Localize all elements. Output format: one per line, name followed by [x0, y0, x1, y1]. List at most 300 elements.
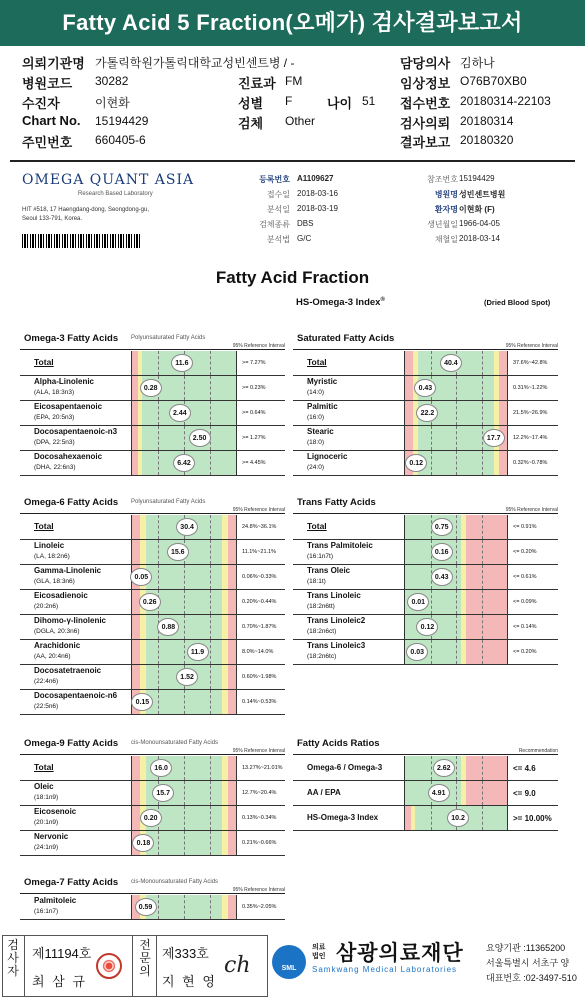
row-abbreviation: (DPA, 22:5n3) — [34, 439, 75, 446]
grid-tick — [456, 565, 457, 589]
reference-range: 0.13%~0.34% — [242, 815, 277, 821]
grid-tick — [210, 515, 211, 539]
grid-tick — [456, 781, 457, 805]
range-zone-red — [499, 451, 507, 475]
row-abbreviation: (18:2n6tc) — [307, 653, 337, 660]
range-zone-red — [228, 640, 236, 664]
registration-value: DBS — [297, 219, 314, 228]
range-zone-red — [228, 756, 236, 780]
fatty-acid-row — [20, 665, 285, 690]
grid-tick — [482, 615, 483, 639]
receipt-value: 20180314-22103 — [460, 94, 551, 108]
range-zone-red — [132, 515, 140, 539]
reference-range: 0.70%~1.87% — [242, 624, 277, 630]
row-abbreviation: (18:0) — [307, 439, 324, 446]
row-name: Total — [34, 762, 54, 772]
range-zone-red — [466, 781, 507, 805]
value-marker: 40.4 — [440, 354, 462, 372]
row-abbreviation: (EPA, 20:5n3) — [34, 414, 75, 421]
sml-logo: SML — [272, 945, 306, 979]
section-divider-trans — [293, 513, 558, 514]
row-abbreviation: (16:1n7t) — [307, 553, 334, 560]
reference-range: >= 0.23% — [242, 385, 266, 391]
fatty-acid-row — [293, 615, 558, 640]
range-bar — [131, 451, 237, 475]
registration-key: 분석법 — [266, 235, 290, 244]
row-name: Myristic — [307, 377, 338, 386]
registration-value: 이현화 (F) — [459, 205, 495, 214]
clinical-label: 임상정보 — [400, 76, 451, 91]
grid-tick — [158, 451, 159, 475]
range-bar — [131, 806, 237, 830]
reference-range: 11.1%~21.1% — [242, 549, 276, 555]
grid-tick — [210, 895, 211, 919]
reference-range: <= 0.91% — [513, 524, 537, 530]
org-info-line: 대표번호 :02-3497-510 — [486, 973, 577, 983]
grid-tick — [210, 690, 211, 714]
value-marker: 2.50 — [189, 429, 211, 447]
section-reference-label-trans: 95% Reference Interval — [505, 507, 558, 513]
range-zone-red — [132, 781, 140, 805]
range-zone-red — [228, 515, 236, 539]
row-abbreviation: (14:0) — [307, 389, 324, 396]
grid-tick — [158, 640, 159, 664]
specialist-label — [138, 939, 152, 978]
label-char: 자 — [7, 964, 19, 978]
lab-logo: OMEGA QUANT ASIA — [22, 172, 195, 188]
row-abbreviation: (18:1t) — [307, 578, 326, 585]
footer-divider — [132, 935, 133, 997]
range-bar — [404, 540, 508, 564]
fatty-acid-row — [20, 401, 285, 426]
registration-key: 병원명 — [434, 190, 458, 199]
registration-key: 생년월일 — [427, 220, 458, 229]
reference-range: 37.6%~42.8% — [513, 360, 548, 366]
hospital-code-label: 병원코드 — [22, 76, 73, 91]
reference-range: 12.2%~17.4% — [513, 435, 548, 441]
row-name: HS-Omega-3 Index — [307, 813, 379, 822]
receiver-value: 이현화 — [95, 96, 130, 110]
range-bar — [404, 515, 508, 539]
row-name: Trans Palmitoleic — [307, 541, 373, 550]
range-zone-red — [132, 756, 140, 780]
grid-tick — [456, 756, 457, 780]
reference-range: >= 4.45% — [242, 460, 266, 466]
doctor-value: 김하나 — [460, 56, 495, 70]
reference-range: <= 9.0 — [513, 788, 536, 798]
grid-tick — [482, 781, 483, 805]
reference-range: 0.20%~0.44% — [242, 599, 277, 605]
registration-value: 성빈센트병원 — [459, 190, 506, 199]
range-bar — [404, 756, 508, 780]
grid-tick — [210, 756, 211, 780]
row-abbreviation: (ALA, 18:3n3) — [34, 389, 75, 396]
section-reference-label-omega6: 95% Reference Interval — [232, 507, 285, 513]
grid-tick — [210, 540, 211, 564]
grid-tick — [184, 426, 185, 450]
value-marker: 0.59 — [135, 898, 157, 916]
range-bar — [404, 451, 508, 475]
grid-tick — [184, 640, 185, 664]
section-divider-ratios — [293, 754, 558, 755]
value-marker: 10.2 — [447, 809, 469, 827]
report-title: Fatty Acid 5 Fraction(오메가) 검사결과보고서 — [0, 0, 585, 46]
value-marker: 0.12 — [416, 618, 438, 636]
section-title-trans: Trans Fatty Acids — [297, 497, 376, 508]
row-name: Docosapentaenoic-n3 — [34, 427, 118, 436]
registration-value: 2018-03-19 — [297, 204, 338, 213]
label-char: 문 — [139, 951, 151, 965]
grid-tick — [431, 590, 432, 614]
row-abbreviation: (24:1n9) — [34, 844, 59, 851]
range-zone-red — [466, 565, 507, 589]
ratio-row — [293, 781, 558, 806]
section-reference-label-omega3: 95% Reference Interval — [232, 343, 285, 349]
section-divider-saturated — [293, 349, 558, 350]
range-bar — [131, 690, 237, 714]
range-zone-red — [228, 665, 236, 689]
row-name: Dihomo-γ-linolenic — [34, 616, 106, 625]
grid-tick — [184, 756, 185, 780]
reference-range: 0.31%~1.22% — [513, 385, 548, 391]
reference-range: <= 0.09% — [513, 599, 537, 605]
label-char: 의 — [139, 964, 151, 978]
row-name: Total — [307, 357, 327, 367]
fatty-acid-row — [293, 590, 558, 615]
inspector-label — [6, 939, 20, 978]
row-name: Eicosadienoic — [34, 591, 88, 600]
specialist-signature: ch — [224, 953, 251, 978]
row-name: Docosatetraenoic — [34, 666, 102, 675]
institution-label: 의뢰기관명 — [22, 56, 85, 71]
registration-key: 등록번호 — [259, 175, 290, 184]
grid-tick — [482, 756, 483, 780]
row-abbreviation: (22:4n6) — [34, 678, 59, 685]
specimen-label: 검체 — [238, 116, 264, 131]
fatty-acid-row — [293, 640, 558, 665]
grid-tick — [431, 640, 432, 664]
value-marker: 0.26 — [139, 593, 161, 611]
row-name: Trans Linoleic — [307, 591, 361, 600]
grid-tick — [210, 376, 211, 400]
value-marker: 0.01 — [407, 593, 429, 611]
range-bar — [131, 895, 237, 919]
reference-range: 0.60%~1.98% — [242, 674, 277, 680]
value-marker: 11.9 — [187, 643, 209, 661]
barcode — [22, 234, 142, 248]
doctor-label: 담당의사 — [400, 56, 451, 71]
grid-tick — [158, 690, 159, 714]
grid-tick — [482, 401, 483, 425]
fatty-acid-row — [20, 615, 285, 640]
reference-range: 0.21%~0.66% — [242, 840, 277, 846]
grid-tick — [184, 376, 185, 400]
registration-key: 참조번호 — [427, 175, 458, 184]
range-zone-red — [228, 831, 236, 855]
chart-value: 15194429 — [95, 114, 149, 128]
clinical-value: O76B70XB0 — [460, 74, 527, 88]
total-row — [293, 515, 558, 540]
reference-range: 8.0%~14.0% — [242, 649, 274, 655]
grid-tick — [482, 351, 483, 375]
section-reference-label-omega9: 95% Reference Interval — [232, 748, 285, 754]
value-marker: 22.2 — [416, 404, 438, 422]
reference-range: >= 1.27% — [242, 435, 266, 441]
grid-tick — [210, 451, 211, 475]
value-marker: 16.0 — [150, 759, 172, 777]
receipt-label: 접수번호 — [400, 96, 451, 111]
fatty-acid-row — [20, 690, 285, 715]
registration-key: 접수일 — [266, 190, 290, 199]
section-title-omega6: Omega-6 Fatty Acids — [24, 497, 119, 508]
grid-tick — [158, 540, 159, 564]
range-bar — [404, 806, 508, 830]
grid-tick — [158, 895, 159, 919]
range-zone-red — [466, 615, 507, 639]
reference-range: <= 0.61% — [513, 574, 537, 580]
grid-tick — [210, 401, 211, 425]
grid-tick — [158, 351, 159, 375]
value-marker: 0.05 — [130, 568, 152, 586]
reference-range: <= 4.6 — [513, 763, 536, 773]
fatty-acid-row — [20, 895, 285, 920]
value-marker: 0.03 — [406, 643, 428, 661]
row-name: AA / EPA — [307, 788, 341, 797]
row-name: Total — [34, 357, 54, 367]
grid-tick — [482, 540, 483, 564]
grid-tick — [184, 590, 185, 614]
sex-label: 성별 — [238, 96, 264, 111]
chart-label: Chart No. — [22, 113, 81, 128]
value-marker: 1.52 — [176, 668, 198, 686]
fatty-acid-row — [20, 540, 285, 565]
inspector-number: 제11194호 — [32, 946, 92, 961]
row-abbreviation: (18:2n6tt) — [307, 603, 335, 610]
range-zone-red — [466, 590, 507, 614]
reference-range: 13.27%~21.01% — [242, 765, 283, 771]
total-row — [20, 351, 285, 376]
grid-tick — [210, 590, 211, 614]
grid-tick — [184, 690, 185, 714]
grid-tick — [184, 806, 185, 830]
registration-value: 15194429 — [459, 174, 495, 183]
range-bar — [404, 781, 508, 805]
grid-tick — [210, 640, 211, 664]
row-abbreviation: (18:1n9) — [34, 794, 59, 801]
row-abbreviation: (24:0) — [307, 464, 324, 471]
grid-tick — [456, 515, 457, 539]
value-marker: 30.4 — [176, 518, 198, 536]
inspector-seal — [96, 953, 122, 979]
registration-value: 2018-03-16 — [297, 189, 338, 198]
grid-tick — [184, 831, 185, 855]
reference-range: 21.5%~26.9% — [513, 410, 548, 416]
registration-value: 1966-04-05 — [459, 219, 500, 228]
row-name: Total — [307, 521, 327, 531]
grid-tick — [210, 351, 211, 375]
row-name: Linoleic — [34, 541, 65, 550]
fatty-acid-row — [20, 831, 285, 856]
fatty-acid-row — [293, 565, 558, 590]
grid-tick — [431, 806, 432, 830]
row-abbreviation: (16:1n7) — [34, 908, 59, 915]
footer-divider — [156, 935, 157, 997]
section-subtitle-omega6: Polyunsaturated Fatty Acids — [131, 499, 206, 505]
grid-tick — [482, 806, 483, 830]
row-abbreviation: (20:1n9) — [34, 819, 59, 826]
rrn-value: 660405-6 — [95, 133, 146, 147]
grid-tick — [210, 831, 211, 855]
org-name: 삼광의료재단 — [336, 942, 464, 965]
section-title-omega3: Omega-3 Fatty Acids — [24, 333, 119, 344]
grid-tick — [456, 426, 457, 450]
lab-subtitle: Research Based Laboratory — [78, 191, 153, 197]
grid-tick — [158, 401, 159, 425]
reported-value: 20180320 — [460, 133, 514, 147]
grid-tick — [456, 640, 457, 664]
value-marker: 2.62 — [433, 759, 455, 777]
range-bar — [131, 565, 237, 589]
row-name: Total — [34, 521, 54, 531]
grid-tick — [184, 565, 185, 589]
org-info-line: 요양기관 :11365200 — [486, 943, 566, 953]
grid-tick — [158, 565, 159, 589]
range-bar — [131, 665, 237, 689]
value-marker: 0.43 — [431, 568, 453, 586]
requested-value: 20180314 — [460, 114, 514, 128]
value-marker: 17.7 — [483, 429, 505, 447]
hs-omega3-title — [296, 297, 385, 308]
range-bar — [131, 781, 237, 805]
age-value: 51 — [362, 94, 376, 108]
range-zone-red — [228, 806, 236, 830]
row-name: Docosapentaenoic-n6 — [34, 691, 118, 700]
age-label: 나이 — [327, 96, 353, 111]
grid-tick — [210, 665, 211, 689]
grid-tick — [456, 401, 457, 425]
row-name: Arachidonic — [34, 641, 81, 650]
range-zone-red — [132, 665, 140, 689]
hospital-code-value: 30282 — [95, 74, 129, 88]
section-reference-label-saturated: 95% Reference Interval — [505, 343, 558, 349]
grid-tick — [210, 806, 211, 830]
range-bar — [131, 540, 237, 564]
value-marker: 0.43 — [414, 379, 436, 397]
grid-tick — [158, 426, 159, 450]
hs-omega3-title-text: HS-Omega-3 Index — [296, 297, 381, 309]
dept-value: FM — [285, 74, 303, 88]
registration-key: 분석일 — [266, 205, 290, 214]
row-name: Trans Linoleic3 — [307, 641, 366, 650]
label-char: 사 — [7, 951, 19, 965]
section-subtitle-omega7: cis-Monounsaturated Fatty Acids — [131, 879, 219, 885]
receiver-label: 수진자 — [22, 96, 60, 111]
org-info-line: 서울특별시 서초구 양 — [486, 958, 570, 968]
grid-tick — [431, 351, 432, 375]
range-zone-red — [228, 781, 236, 805]
grid-tick — [158, 665, 159, 689]
range-bar — [131, 515, 237, 539]
reference-range: >= 10.00% — [513, 813, 552, 823]
grid-tick — [456, 590, 457, 614]
value-marker: 0.16 — [431, 543, 453, 561]
range-zone-red — [228, 690, 236, 714]
institution-value: 가톨릭학원가톨릭대학교성빈센트병 / - — [95, 56, 295, 70]
section-title-omega9: Omega-9 Fatty Acids — [24, 738, 119, 749]
row-abbreviation: (22:5n6) — [34, 703, 59, 710]
fatty-acid-title: Fatty Acid Fraction — [215, 268, 370, 287]
range-bar — [131, 590, 237, 614]
row-abbreviation: (16:0) — [307, 414, 324, 421]
section-reference-label-omega7: 95% Reference Interval — [232, 887, 285, 893]
inspector-name: 최 삼 규 — [32, 974, 87, 989]
total-row — [20, 515, 285, 540]
range-bar — [404, 351, 508, 375]
range-bar — [404, 615, 508, 639]
section-divider-omega9 — [20, 754, 285, 755]
grid-tick — [456, 376, 457, 400]
total-row — [293, 351, 558, 376]
grid-tick — [482, 640, 483, 664]
grid-tick — [210, 615, 211, 639]
reference-range: >= 7.27% — [242, 360, 266, 366]
reference-range: <= 0.20% — [513, 549, 537, 555]
range-zone-red — [405, 376, 413, 400]
row-name: Lignoceric — [307, 452, 348, 461]
range-zone-red — [466, 515, 507, 539]
value-marker: 2.44 — [169, 404, 191, 422]
label-char: 전 — [139, 938, 151, 952]
row-name: Palmitic — [307, 402, 338, 411]
section-subtitle-omega9: cis-Monounsaturated Fatty Acids — [131, 740, 219, 746]
grid-tick — [482, 376, 483, 400]
grid-tick — [184, 615, 185, 639]
fatty-acid-row — [293, 451, 558, 476]
grid-tick — [184, 895, 185, 919]
row-name: Stearic — [307, 427, 334, 436]
registration-value: A1109627 — [297, 174, 334, 183]
fatty-acid-row — [20, 451, 285, 476]
fatty-acid-row — [20, 376, 285, 401]
row-abbreviation: (GLA, 18:3n6) — [34, 578, 75, 585]
reference-range: 0.06%~0.33% — [242, 574, 277, 580]
fatty-acid-row — [293, 426, 558, 451]
fatty-acid-row — [20, 590, 285, 615]
footer — [2, 935, 583, 997]
section-title-omega7: Omega-7 Fatty Acids — [24, 877, 119, 888]
range-zone-red — [466, 540, 507, 564]
grid-tick — [210, 781, 211, 805]
section-divider-omega7 — [20, 893, 285, 894]
ratio-row — [293, 756, 558, 781]
footer-divider — [24, 935, 25, 997]
range-zone-red — [228, 895, 236, 919]
value-marker: 4.91 — [428, 784, 450, 802]
row-name: Oleic — [34, 782, 54, 791]
value-marker: 0.28 — [140, 379, 162, 397]
value-marker: 0.20 — [140, 809, 162, 827]
range-zone-red — [499, 401, 507, 425]
range-bar — [404, 376, 508, 400]
grid-tick — [431, 756, 432, 780]
row-name: Trans Linoleic2 — [307, 616, 366, 625]
rrn-label: 주민번호 — [22, 135, 73, 150]
section-title-saturated: Saturated Fatty Acids — [297, 333, 395, 344]
range-bar — [131, 351, 237, 375]
grid-tick — [158, 831, 159, 855]
range-zone-red — [132, 540, 140, 564]
registration-key: 채혈일 — [434, 235, 458, 244]
